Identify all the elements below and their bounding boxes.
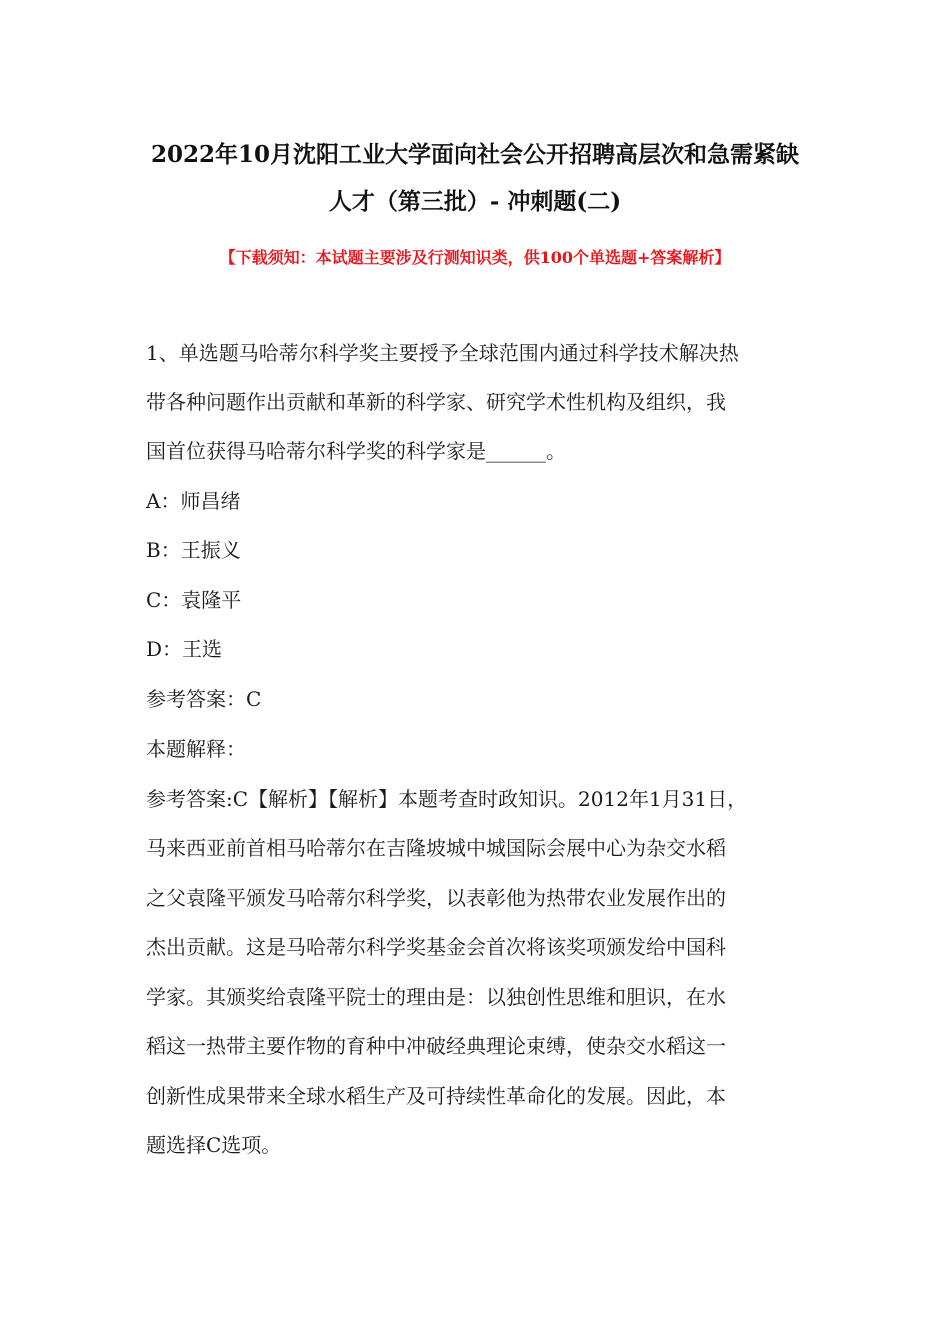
download-notice: 【下载须知：本试题主要涉及行测知识类，供100个单选题+答案解析】 — [219, 248, 731, 267]
explanation-line-1: 参考答案:C【解析】【解析】本题考查时政知识。2012年1月31日， — [146, 787, 748, 811]
option-c: C：袁隆平 — [146, 588, 242, 612]
explanation-line-8: 题选择C选项。 — [146, 1133, 282, 1157]
document-title-line-2: 人才（第三批）- 冲刺题(二) — [328, 188, 622, 215]
explanation-line-2: 马来西亚前首相马哈蒂尔在吉隆坡城中城国际会展中心为杂交水稻 — [146, 836, 726, 860]
option-d: D：王选 — [146, 637, 223, 661]
question-stem-line-2: 带各种问题作出贡献和革新的科学家、研究学术性机构及组织，我 — [146, 390, 726, 414]
document-title-line-1: 2022年10月沈阳工业大学面向社会公开招聘高层次和急需紧缺 — [150, 141, 800, 168]
explanation-line-3: 之父袁隆平颁发马哈蒂尔科学奖，以表彰他为热带农业发展作出的 — [146, 886, 726, 910]
explanation-line-6: 稻这一热带主要作物的育种中冲破经典理论束缚，使杂交水稻这一 — [146, 1034, 726, 1058]
explanation-line-4: 杰出贡献。这是马哈蒂尔科学奖基金会首次将该奖项颁发给中国科 — [146, 935, 726, 959]
reference-answer: 参考答案：C — [146, 687, 262, 711]
explanation-line-5: 学家。其颁奖给袁隆平院士的理由是：以独创性思维和胆识，在水 — [146, 985, 726, 1009]
option-b: B：王振义 — [146, 538, 241, 562]
option-a: A：师昌绪 — [146, 489, 241, 513]
question-stem-line-3: 国首位获得马哈蒂尔科学奖的科学家是______。 — [146, 439, 566, 463]
question-stem-line-1: 1、单选题马哈蒂尔科学奖主要授予全球范围内通过科学技术解决热 — [146, 341, 739, 365]
explanation-line-7: 创新性成果带来全球水稻生产及可持续性革命化的发展。因此，本 — [146, 1084, 726, 1108]
explanation-label: 本题解释： — [146, 737, 246, 761]
